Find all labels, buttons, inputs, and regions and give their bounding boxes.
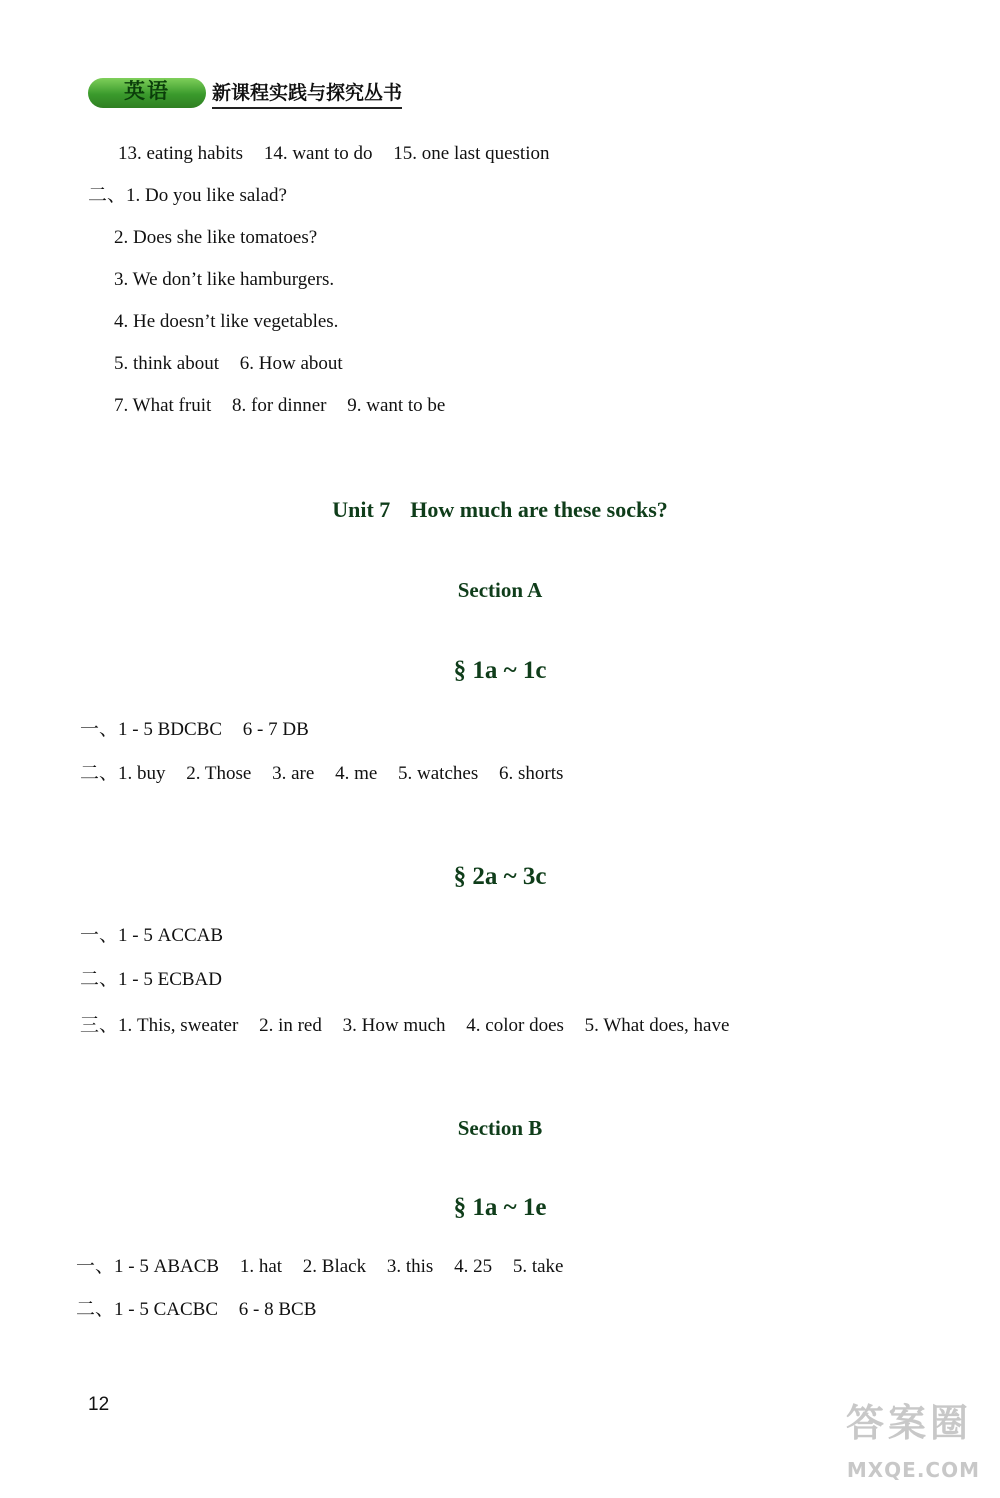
answer-line — [114, 268, 334, 292]
part-label: 一、 — [80, 719, 119, 740]
answer-line — [76, 1255, 563, 1279]
part-label: 二、 — [88, 185, 127, 206]
watermark-logo-text: 答案圈 — [845, 1401, 972, 1445]
answer-item: 2. in red — [259, 1015, 322, 1036]
answer-item: 3. We don’t like hamburgers. — [114, 269, 335, 290]
answer-item: 2. Does she like tomatoes? — [114, 227, 318, 248]
answer-item: 7. What fruit — [114, 395, 212, 416]
answer-line — [88, 184, 287, 208]
answer-line — [118, 142, 549, 166]
answer-item: 3. How much — [342, 1015, 446, 1036]
answer-item: 1. This, sweater — [118, 1015, 239, 1036]
watermark-url: MXQE.COM — [846, 1458, 980, 1482]
unit-title: How much are these socks? — [410, 497, 668, 522]
section-a-part1-heading: § 1a ~ 1c — [453, 657, 547, 684]
unit-number: Unit 7 — [332, 497, 391, 522]
part-label: 一、 — [76, 1256, 115, 1277]
answer-item: 4. me — [335, 763, 378, 784]
answer-item: 5. watches — [398, 763, 479, 784]
part-label: 一、 — [80, 925, 119, 946]
answer-line — [114, 226, 317, 250]
answer-line — [80, 924, 223, 948]
answer-item: 1. Do you like salad? — [126, 185, 287, 206]
answer-item: 4. color does — [466, 1015, 564, 1036]
answer-item: 2. Black — [302, 1256, 367, 1277]
answer-item: 14. want to do — [263, 143, 373, 164]
answer-item: 1. buy — [118, 763, 166, 784]
answer-item: 8. for dinner — [232, 395, 327, 416]
answer-line — [80, 718, 309, 742]
answer-item: 1 - 5 CACBC — [114, 1299, 219, 1320]
answer-line — [114, 394, 445, 418]
watermark — [760, 1392, 980, 1482]
unit-heading — [0, 497, 1000, 523]
answer-item: 6. shorts — [498, 763, 564, 784]
section-b-part1-heading: § 1a ~ 1e — [453, 1194, 547, 1221]
answer-line — [80, 762, 563, 786]
answer-item: 6 - 8 BCB — [238, 1299, 317, 1320]
page-number: 12 — [88, 1394, 110, 1415]
answer-line — [76, 1298, 316, 1322]
part-label: 二、 — [80, 763, 119, 784]
answer-line — [114, 352, 343, 376]
answer-item: 13. eating habits — [118, 143, 244, 164]
page-header — [88, 76, 408, 110]
answer-item: 2. Those — [186, 763, 252, 784]
answer-item: 6. How about — [239, 353, 343, 374]
part-label: 二、 — [76, 1299, 115, 1320]
answer-item: 9. want to be — [347, 395, 446, 416]
answer-item: 5. take — [512, 1256, 564, 1277]
answer-item: 1 - 5 BDCBC — [118, 719, 223, 740]
answer-item: 1 - 5 ABACB — [114, 1256, 220, 1277]
answer-item: 3. this — [386, 1256, 434, 1277]
answer-item: 1 - 5 ACCAB — [118, 925, 224, 946]
series-title: 新课程实践与探究丛书 — [212, 80, 402, 109]
answer-line — [114, 310, 338, 334]
answer-item: 3. are — [272, 763, 315, 784]
answer-item: 4. 25 — [454, 1256, 493, 1277]
answer-line — [80, 1014, 729, 1038]
answer-item: 15. one last question — [393, 143, 550, 164]
subject-label: 英语 — [124, 79, 170, 103]
answer-item: 1. hat — [239, 1256, 283, 1277]
section-a-title: Section A — [457, 578, 543, 602]
answer-item: 5. What does, have — [584, 1015, 730, 1036]
part-label: 三、 — [80, 1015, 119, 1036]
answer-item: 5. think about — [114, 353, 220, 374]
part-label: 二、 — [80, 969, 119, 990]
answer-item: 6 - 7 DB — [242, 719, 309, 740]
section-b-title: Section B — [457, 1116, 543, 1140]
answer-item: 1 - 5 ECBAD — [118, 969, 222, 990]
section-a-part2-heading: § 2a ~ 3c — [453, 863, 547, 890]
answer-line — [80, 968, 222, 992]
answer-item: 4. He doesn’t like vegetables. — [114, 311, 339, 332]
